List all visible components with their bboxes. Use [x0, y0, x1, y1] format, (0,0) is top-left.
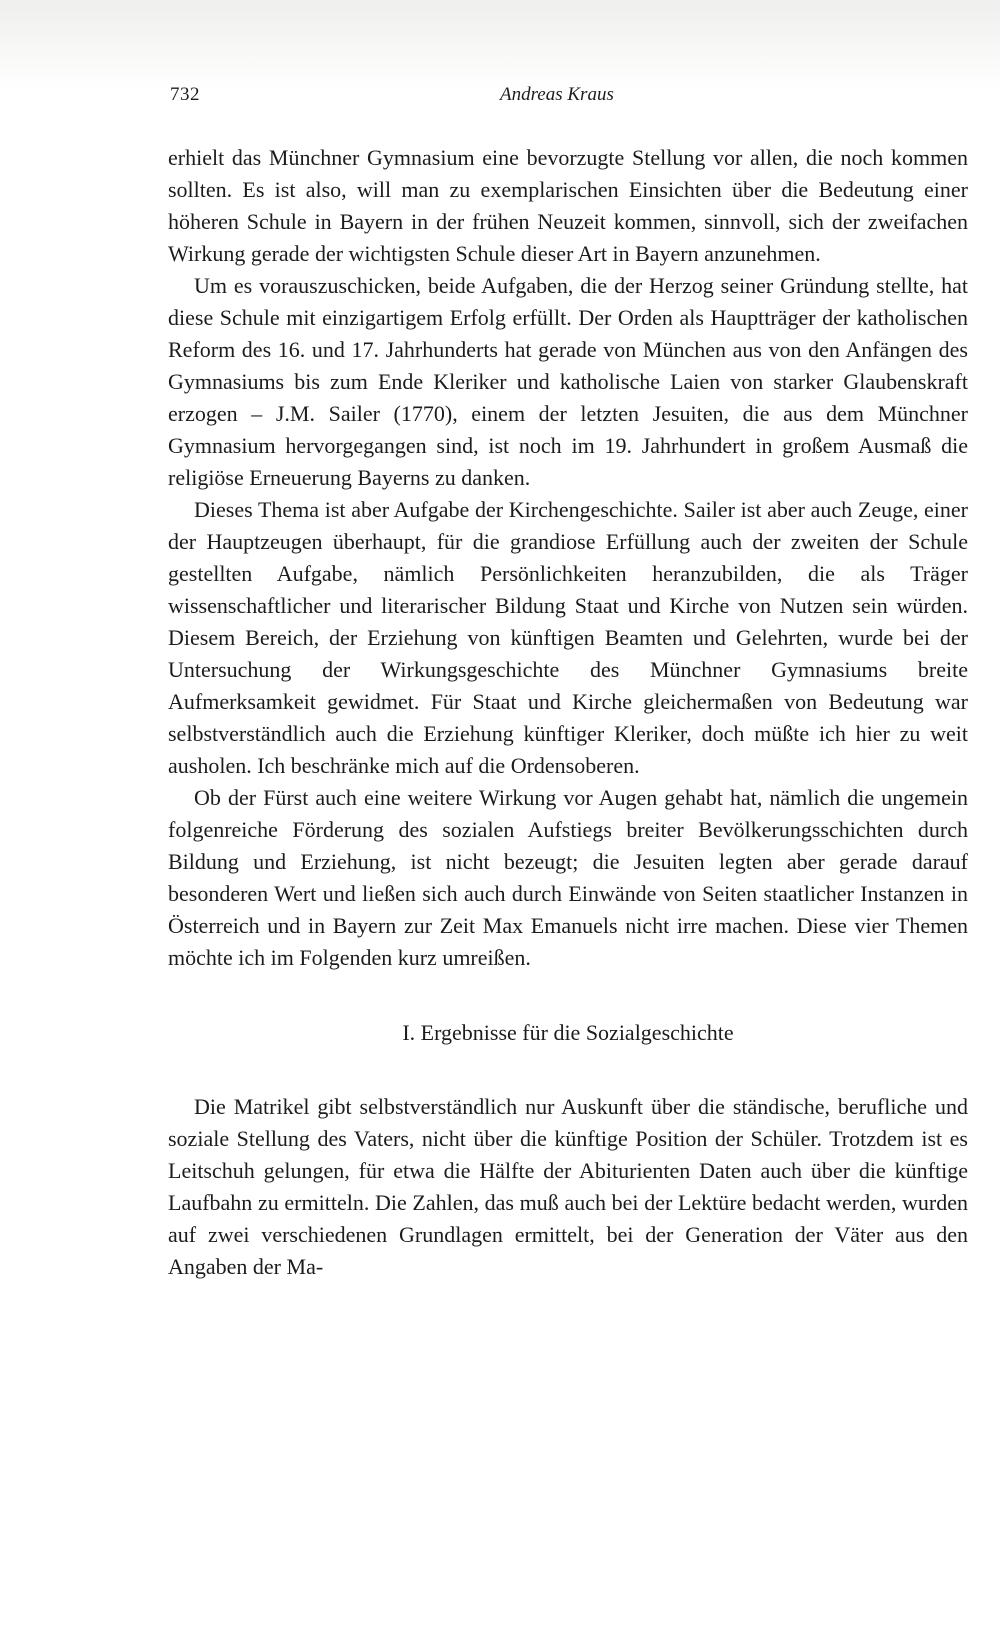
paragraph-2: Um es vorauszuschicken, beide Aufgaben, die der Herzog seiner Gründung stellte, hat diese Schule mit einzigartigem Erfolg erfüllt. Der Orden als Hauptträger der katholischen Reform des 16. und 17. Jahrhunderts hat gerade von München aus von den Anfängen des Gymnasiums bis zum Ende Kleriker und katholische Laien von starker Glaubenskraft erzogen – J.M. Sailer (1770), einem der letzten Jesuiten, die aus dem Münchner Gymnasium hervorgegangen sind, ist noch im 19. Jahrhundert in großem Ausmaß die religiöse Erneuerung Bayerns zu danken. — [168, 273, 968, 490]
running-title: Andreas Kraus — [500, 84, 614, 105]
body-text — [168, 142, 968, 1283]
paragraph-3: Dieses Thema ist aber Aufgabe der Kirchengeschichte. Sailer ist aber auch Zeuge, einer der Hauptzeugen überhaupt, für die grandiose Erfüllung auch der zweiten der Schule gestellten Aufgabe, nämlich Persönlichkeiten heranzubilden, die als Träger wissenschaftlicher und literarischer Bildung Staat und Kirche von Nutzen sein würden. Diesem Bereich, der Erziehung von künftigen Beamten und Gelehrten, wurde bei der Untersuchung der Wirkungsgeschichte des Münchner Gymnasiums breite Aufmerksamkeit gewidmet. Für Staat und Kirche gleichermaßen von Bedeutung war selbstverständlich auch die Erziehung künftiger Kleriker, doch müßte ich hier zu weit ausholen. Ich beschränke mich auf die Ordensoberen. — [168, 497, 968, 778]
section-heading: I. Ergebnisse für die Sozialgeschichte — [402, 1020, 734, 1045]
page-number: 732 — [170, 84, 200, 105]
paragraph-1: erhielt das Münchner Gymnasium eine bevorzugte Stellung vor allen, die noch kommen sollten. Es ist also, will man zu exemplarischen Einsichten über die Bedeutung einer höheren Schule in Bayern in der frühen Neuzeit kommen, sinnvoll, sich der zweifachen Wirkung gerade der wichtigsten Schule dieser Art in Bayern anzunehmen. — [168, 145, 968, 266]
running-head — [168, 84, 968, 114]
section-paragraph: Die Matrikel gibt selbstverständlich nur Auskunft über die ständische, berufliche und soziale Stellung des Vaters, nicht über die künftige Position der Schüler. Trotzdem ist es Leitschuh gelungen, für etwa die Hälfte der Abiturienten Daten auch über die künftige Laufbahn zu ermitteln. Die Zahlen, das muß auch bei der Lektüre bedacht werden, wurden auf zwei verschiedenen Grundlagen ermittelt, bei der Generation der Väter aus den Angaben der Ma- — [168, 1094, 968, 1279]
paragraph-4: Ob der Fürst auch eine weitere Wirkung vor Augen gehabt hat, nämlich die ungemein folgenreiche Förderung des sozialen Aufstiegs breiter Bevölkerungsschichten durch Bildung und Erziehung, ist nicht bezeugt; die Jesuiten legten aber gerade darauf besonderen Wert und ließen sich auch durch Einwände von Seiten staatlicher Instanzen in Österreich und in Bayern zur Zeit Max Emanuels nicht irre machen. Diese vier Themen möchte ich im Folgenden kurz umreißen. — [168, 785, 968, 970]
